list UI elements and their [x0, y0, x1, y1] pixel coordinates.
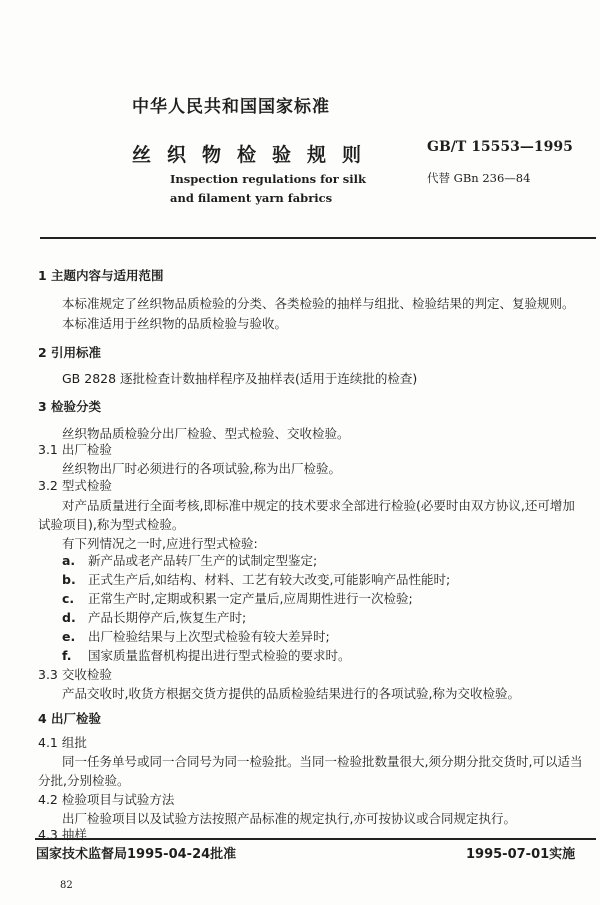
- section-2-reference: GB 2828 逐批检查计数抽样程序及抽样表(适用于连续批的检查): [62, 371, 418, 386]
- section-4-3-heading: 4.3 抽样: [38, 827, 87, 842]
- section-4-1-heading: 4.1 组批: [38, 735, 87, 750]
- section-3-1-heading: 3.1 出厂检验: [38, 442, 112, 457]
- page-number: 82: [60, 880, 73, 891]
- section-3-3-heading: 3.3 交收检验: [38, 667, 112, 682]
- list-item: [62, 646, 351, 664]
- list-item: [62, 589, 413, 607]
- list-item-text: 正常生产时,定期或积累一定产量后,应周期性进行一次检验;: [88, 591, 413, 606]
- document-title-en-line1: Inspection regulations for silk: [170, 172, 366, 186]
- section-3-1-paragraph: 丝织物出厂时必须进行的各项试验,称为出厂检验。: [62, 461, 341, 476]
- list-item-label: f.: [62, 648, 72, 663]
- list-item: [62, 570, 450, 588]
- list-item-label: a.: [62, 553, 76, 568]
- footer-divider: [35, 838, 596, 840]
- section-3-2-paragraph-line2: 试验项目),称为型式检验。: [38, 517, 185, 532]
- section-3-paragraph: 丝织物品质检验分出厂检验、型式检验、交收检验。: [62, 426, 350, 441]
- implementation-date: 1995-07-01实施: [466, 847, 576, 862]
- list-item: [62, 627, 330, 645]
- list-item-text: 正式生产后,如结构、材料、工艺有较大改变,可能影响产品性能时;: [88, 572, 451, 587]
- section-4-2-paragraph: 出厂检验项目以及试验方法按照产品标准的规定执行,亦可按协议或合同规定执行。: [62, 811, 516, 826]
- approval-note: 国家技术监督局1995-04-24批准: [36, 847, 237, 862]
- section-3-3-paragraph: 产品交收时,收货方根据交货方提供的品质检验结果进行的各项试验,称为交收检验。: [62, 686, 520, 701]
- list-item: [62, 608, 246, 626]
- country-standard-heading: 中华人民共和国国家标准: [132, 97, 330, 117]
- list-item-label: d.: [62, 610, 76, 625]
- section-1-paragraph-1: 本标准规定了丝织物品质检验的分类、各类检验的抽样与组批、检验结果的判定、复验规则。: [62, 296, 575, 311]
- standard-number: GB/T 15553—1995: [427, 139, 573, 155]
- list-item-label: c.: [62, 591, 75, 606]
- list-item-label: e.: [62, 629, 76, 644]
- section-4-1-paragraph-line1: 同一任务单号或同一合同号为同一检验批。当同一检验批数量很大,须分期分批交货时,可以适当: [62, 754, 583, 769]
- replaces-standard: 代替 GBn 236—84: [427, 171, 531, 185]
- section-3-2-paragraph-line1: 对产品质量进行全面考核,即标准中规定的技术要求全部进行检验(必要时由双方协议,还可增加: [62, 498, 575, 513]
- list-item-label: b.: [62, 572, 76, 587]
- section-4-heading: 4 出厂检验: [38, 711, 102, 726]
- document-title-cn: 丝织物检验规则: [132, 144, 378, 166]
- document-title-en-line2: and filament yarn fabrics: [170, 191, 333, 205]
- list-item-text: 国家质量监督机构提出进行型式检验的要求时。: [88, 648, 351, 663]
- section-3-2-heading: 3.2 型式检验: [38, 478, 112, 493]
- list-item-text: 产品长期停产后,恢复生产时;: [88, 610, 247, 625]
- section-1-paragraph-2: 本标准适用于丝织物的品质检验与验收。: [62, 316, 288, 331]
- header-divider: [40, 237, 596, 239]
- section-4-1-paragraph-line2: 分批,分别检验。: [38, 773, 130, 788]
- section-3-2-conditions-intro: 有下列情况之一时,应进行型式检验:: [62, 536, 258, 551]
- section-1-heading: 1 主题内容与适用范围: [38, 268, 164, 283]
- list-item: [62, 551, 317, 569]
- list-item-text: 新产品或老产品转厂生产的试制定型鉴定;: [88, 553, 318, 568]
- section-2-heading: 2 引用标准: [38, 345, 102, 360]
- list-item-text: 出厂检验结果与上次型式检验有较大差异时;: [88, 629, 330, 644]
- section-3-heading: 3 检验分类: [38, 399, 102, 414]
- section-4-2-heading: 4.2 检验项目与试验方法: [38, 792, 175, 807]
